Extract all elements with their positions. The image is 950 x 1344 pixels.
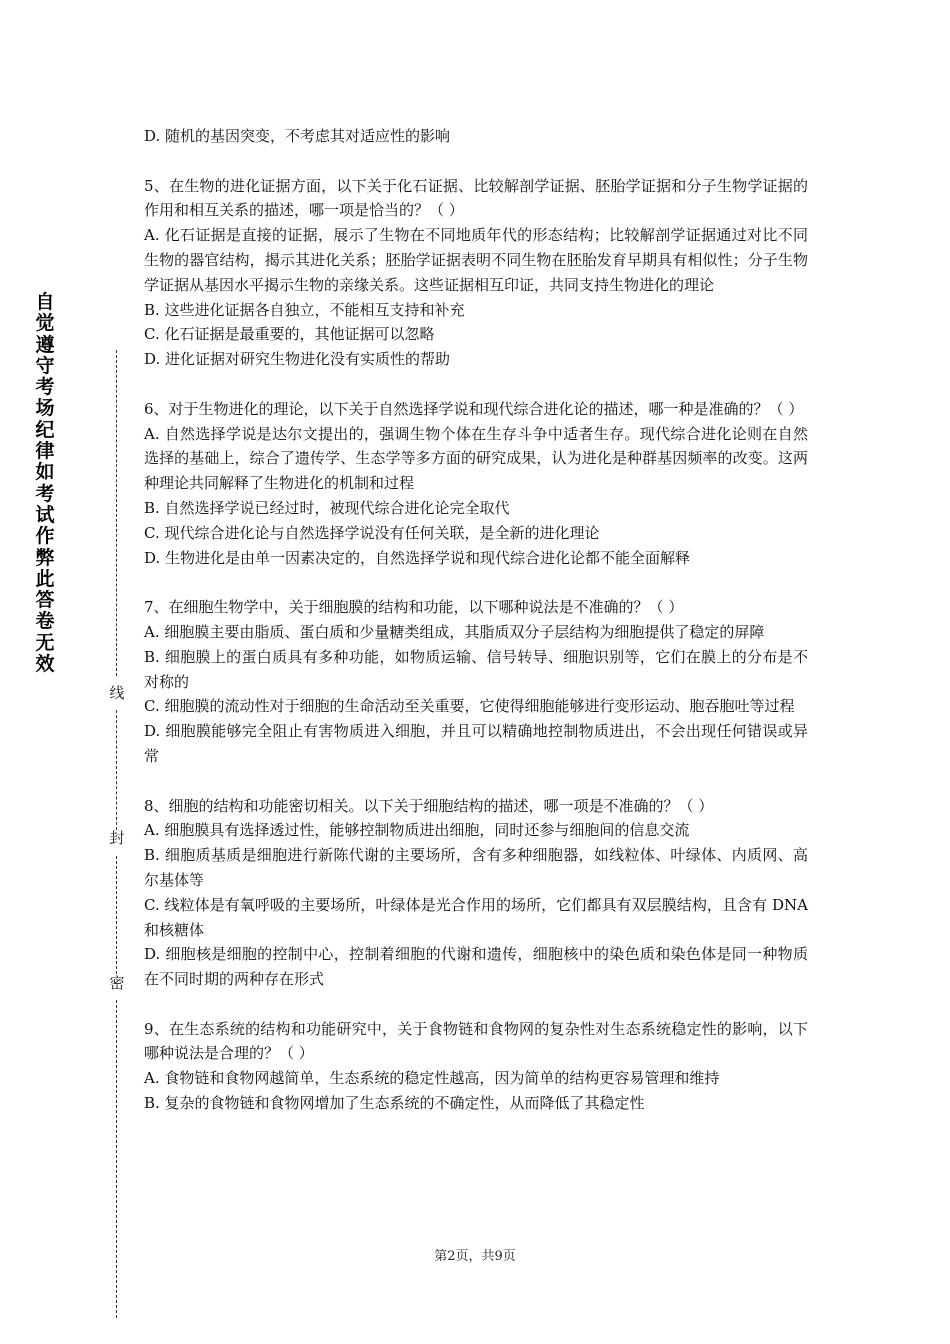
question-5 (144, 174, 808, 372)
question-stem: 8、细胞的结构和功能密切相关。以下关于细胞结构的描述，哪一项是不准确的？（ ） (144, 796, 714, 815)
option-c: C. 化石证据是最重要的，其他证据可以忽略 (144, 325, 435, 344)
option-b: B. 这些进化证据各自独立，不能相互支持和补充 (144, 300, 465, 319)
option-d: D. 生物进化是由单一因素决定的，自然选择学说和现代综合进化论都不能全面解释 (144, 548, 691, 567)
option-d: D. 细胞膜能够完全阻止有害物质进入细胞，并且可以精确地控制物质进出，不会出现任何错误或异常 (144, 722, 808, 765)
question-stem: 9、在生态系统的结构和功能研究中，关于食物链和食物网的复杂性对生态系统稳定性的影响，以下哪种说法是合理的？（ ） (144, 1019, 808, 1063)
binding-char-line: 线 (109, 684, 125, 702)
binding-dash-segment (116, 856, 117, 974)
binding-dash-segment (116, 350, 117, 676)
exam-content (144, 124, 808, 1116)
previous-question-option-d: D. 随机的基因突变，不考虑其对适应性的影响 (144, 127, 451, 145)
question-9 (144, 1017, 808, 1116)
question-8 (144, 794, 808, 992)
option-b: B. 自然选择学说已经过时，被现代综合进化论完全取代 (144, 498, 510, 517)
option-a: A. 食物链和食物网越简单，生态系统的稳定性越高，因为简单的结构更容易管理和维持 (144, 1069, 720, 1088)
question-stem: 7、在细胞生物学中，关于细胞膜的结构和功能，以下哪种说法是不准确的？（ ） (144, 598, 684, 617)
question-stem: 5、在生物的进化证据方面，以下关于化石证据、比较解剖学证据、胚胎学证据和分子生物学证据的作用和相互关系的描述，哪一项是恰当的？（ ） (144, 176, 808, 220)
question-6 (144, 397, 808, 571)
binding-dash-segment (116, 1000, 117, 1318)
binding-char-secret: 密 (109, 974, 125, 992)
option-b: B. 复杂的食物链和食物网增加了生态系统的不确定性，从而降低了其稳定性 (144, 1094, 645, 1113)
option-c: C. 线粒体是有氧呼吸的主要场所，叶绿体是光合作用的场所，它们都具有双层膜结构，且含有 DNA 和核糖体 (144, 895, 808, 939)
option-d: D. 细胞核是细胞的控制中心，控制着细胞的代谢和遗传，细胞核中的染色质和染色体是同一种物质在不同时期的两种存在形式 (144, 945, 808, 989)
option-a: A. 化石证据是直接的证据，展示了生物在不同地质年代的形态结构；比较解剖学证据通过对比不同生物的器官结构，揭示其进化关系；胚胎学证据表明不同生物在胚胎发育早期具有相似性；分子生物学证据从基因水平揭示生物的亲缘关系。这些证据相互印证，共同支持生物进化的理论 (144, 226, 808, 294)
question-stem: 6、对于生物进化的理论，以下关于自然选择学说和现代综合进化论的描述，哪一种是准确的？（ ） (144, 399, 804, 418)
option-a: A. 细胞膜具有选择透过性，能够控制物质进出细胞，同时还参与细胞间的信息交流 (144, 821, 690, 840)
option-b: B. 细胞膜上的蛋白质具有多种功能，如物质运输、信号转导、细胞识别等，它们在膜上的分布是不对称的 (144, 647, 808, 691)
binding-line (106, 350, 128, 1318)
binding-dash-segment (116, 710, 117, 830)
option-a: A. 自然选择学说是达尔文提出的，强调生物个体在生存斗争中适者生存。现代综合进化论则在自然选择的基础上，综合了遗传学、生态学等多方面的研究成果，认为进化是种群基因频率的改变。这两种理论共同解释了生物进化的机制和过程 (144, 424, 808, 493)
option-d: D. 进化证据对研究生物进化没有实质性的帮助 (144, 350, 451, 369)
option-c: C. 细胞膜的流动性对于细胞的生命活动至关重要，它使得细胞能够进行变形运动、胞吞胞吐等过程 (144, 697, 795, 716)
option-b: B. 细胞质基质是细胞进行新陈代谢的主要场所，含有多种细胞器，如线粒体、叶绿体、内质网、高尔基体等 (144, 846, 808, 889)
option-a: A. 细胞膜主要由脂质、蛋白质和少量糖类组成，其脂质双分子层结构为细胞提供了稳定的屏障 (144, 622, 765, 641)
option-c: C. 现代综合进化论与自然选择学说没有任何关联，是全新的进化理论 (144, 523, 600, 542)
page-number: 第2页，共9页 (434, 1249, 516, 1264)
exam-discipline-warning: 自觉遵守考场纪律如考试作弊此答卷无效 (35, 291, 55, 676)
question-7 (144, 595, 808, 769)
binding-char-seal: 封 (109, 829, 125, 847)
